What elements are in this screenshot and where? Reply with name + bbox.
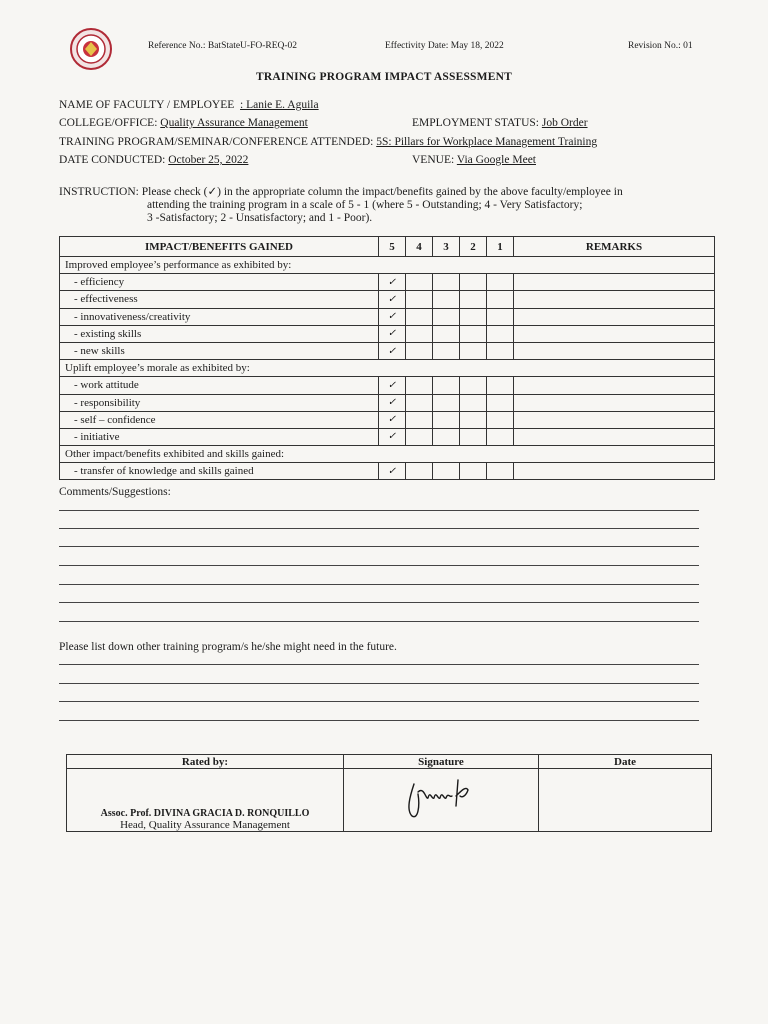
date-field [59,154,248,166]
rating-table [66,754,712,832]
rating-cell[interactable] [487,325,514,342]
remarks-cell[interactable] [514,428,715,445]
revision-number: Revision No.: 01 [628,41,693,51]
rating-cell[interactable] [487,463,514,480]
future-training-line[interactable] [59,720,699,721]
rating-cell[interactable] [433,394,460,411]
remarks-cell[interactable] [514,342,715,359]
date-label: DATE CONDUCTED: [59,154,166,166]
comments-label: Comments/Suggestions: [59,486,171,498]
name-label: NAME OF FACULTY / EMPLOYEE [59,99,235,111]
check-cell[interactable]: ✓ [379,377,406,394]
remarks-cell[interactable] [514,377,715,394]
item-label: - existing skills [60,325,379,342]
item-label: - initiative [60,428,379,445]
rating-cell[interactable] [433,291,460,308]
handwritten-signature [400,776,480,831]
item-label: - self – confidence [60,411,379,428]
check-cell[interactable]: ✓ [379,325,406,342]
rating-header-row [67,755,712,769]
check-cell[interactable]: ✓ [379,394,406,411]
rating-cell[interactable] [406,274,433,291]
rating-cell[interactable] [487,308,514,325]
group-label: Improved employee’s performance as exhibited by: [60,257,379,274]
col-header-4: 4 [406,237,433,257]
date-header: Date [539,755,712,769]
comment-line[interactable] [59,565,699,566]
rating-cell[interactable] [460,274,487,291]
rating-cell[interactable] [433,411,460,428]
future-training-label: Please list down other training program/s he/she might need in the future. [59,641,397,653]
form-title: TRAINING PROGRAM IMPACT ASSESSMENT [256,71,512,83]
rating-cell[interactable] [406,411,433,428]
future-training-line[interactable] [59,664,699,665]
rating-cell[interactable] [433,274,460,291]
remarks-cell[interactable] [514,325,715,342]
venue-label: VENUE: [412,154,455,166]
rating-cell[interactable] [487,428,514,445]
instruction-line-3: 3 -Satisfactory; 2 - Unsatisfactory; and 1 - Poor). [147,212,373,224]
rating-row [67,769,712,832]
table-row [60,274,715,291]
rating-cell[interactable] [487,394,514,411]
rating-cell[interactable] [460,342,487,359]
table-row [60,394,715,411]
instruction-line-1: INSTRUCTION: Please check (✓) in the appropriate column the impact/benefits gained by the above faculty/employee in [59,186,623,198]
rating-cell[interactable] [487,377,514,394]
check-cell[interactable]: ✓ [379,463,406,480]
name-field [59,99,319,111]
group-row-morale [60,360,715,377]
table-header-row [60,237,715,257]
item-label: - effectiveness [60,291,379,308]
rating-cell[interactable] [460,291,487,308]
rating-cell[interactable] [406,463,433,480]
group-label: Uplift employee’s morale as exhibited by: [60,360,379,377]
remarks-cell[interactable] [514,394,715,411]
table-row [60,463,715,480]
rating-cell[interactable] [406,325,433,342]
item-label: - work attitude [60,377,379,394]
rating-cell[interactable] [433,308,460,325]
comment-line[interactable] [59,621,699,622]
comment-line[interactable] [59,510,699,511]
check-cell[interactable]: ✓ [379,308,406,325]
rating-cell[interactable] [460,325,487,342]
status-field [412,117,588,129]
college-label: COLLEGE/OFFICE: [59,117,158,129]
rating-cell[interactable] [487,411,514,428]
comment-line[interactable] [59,528,699,529]
program-value: 5S: Pillars for Workplace Management Training [376,136,598,148]
instruction [59,186,719,225]
table-row [60,411,715,428]
comment-line[interactable] [59,584,699,585]
check-cell[interactable]: ✓ [379,274,406,291]
table-row [60,342,715,359]
table-row [60,291,715,308]
table-row [60,377,715,394]
instruction-line-2: attending the training program in a scale of 5 - 1 (where 5 - Outstanding; 4 - Very Satisfactory; [147,199,583,211]
col-header-2: 2 [460,237,487,257]
table-row [60,325,715,342]
rater-name: Assoc. Prof. DIVINA GRACIA D. RONQUILLO [100,808,310,819]
group-label: Other impact/benefits exhibited and skills gained: [60,446,379,463]
item-label: - efficiency [60,274,379,291]
remarks-cell[interactable] [514,274,715,291]
rating-cell[interactable] [460,394,487,411]
table-row [60,308,715,325]
rating-cell[interactable] [433,463,460,480]
comment-line[interactable] [59,602,699,603]
status-label: EMPLOYMENT STATUS: [412,117,539,129]
rating-cell[interactable] [406,308,433,325]
item-label: - new skills [60,342,379,359]
check-cell[interactable]: ✓ [379,428,406,445]
rating-cell[interactable] [406,394,433,411]
venue-value: Via Google Meet [456,154,536,166]
rating-cell[interactable] [460,463,487,480]
group-row-other [60,446,715,463]
name-value: : Lanie E. Aguila [240,99,319,111]
venue-field [412,154,536,166]
item-label: - innovativeness/creativity [60,308,379,325]
item-label: - transfer of knowledge and skills gained [60,463,379,480]
comment-line[interactable] [59,546,699,547]
check-cell[interactable]: ✓ [379,342,406,359]
rater-cell [67,769,344,832]
remarks-cell[interactable] [514,291,715,308]
rating-cell[interactable] [433,377,460,394]
table-row [60,428,715,445]
col-header-3: 3 [433,237,460,257]
status-value: Job Order [541,117,588,129]
date-value: October 25, 2022 [168,154,249,166]
college-field [59,117,308,129]
rater-position: Head, Quality Assurance Management [120,819,290,831]
col-header-1: 1 [487,237,514,257]
rating-cell[interactable] [487,274,514,291]
rating-cell[interactable] [433,325,460,342]
future-training-line[interactable] [59,701,699,702]
college-value: Quality Assurance Management [160,117,308,129]
rating-cell[interactable] [487,291,514,308]
rated-by-header: Rated by: [67,755,344,769]
remarks-cell[interactable] [514,411,715,428]
remarks-cell[interactable] [514,463,715,480]
rating-cell[interactable] [433,342,460,359]
group-row-performance [60,257,715,274]
rating-cell[interactable] [406,342,433,359]
rating-cell[interactable] [460,308,487,325]
rating-cell[interactable] [460,377,487,394]
rating-cell[interactable] [406,428,433,445]
remarks-cell[interactable] [514,308,715,325]
rating-cell[interactable] [460,411,487,428]
program-field [59,136,597,148]
university-seal-logo [70,28,112,70]
reference-number: Reference No.: BatStateU-FO-REQ-02 [148,41,298,51]
impact-table [59,236,715,480]
check-cell[interactable]: ✓ [379,291,406,308]
col-header-impact: IMPACT/BENEFITS GAINED [60,237,379,257]
col-header-remarks: REMARKS [514,237,715,257]
rating-cell[interactable] [433,428,460,445]
program-label: TRAINING PROGRAM/SEMINAR/CONFERENCE ATTENDED: [59,136,374,148]
rating-cell[interactable] [406,377,433,394]
future-training-line[interactable] [59,683,699,684]
col-header-5: 5 [379,237,406,257]
signature-header: Signature [344,755,539,769]
date-cell[interactable] [539,769,712,832]
effectivity-date: Effectivity Date: May 18, 2022 [385,41,504,51]
rating-cell[interactable] [460,428,487,445]
rating-cell[interactable] [487,342,514,359]
check-cell[interactable]: ✓ [379,411,406,428]
item-label: - responsibility [60,394,379,411]
rating-cell[interactable] [406,291,433,308]
